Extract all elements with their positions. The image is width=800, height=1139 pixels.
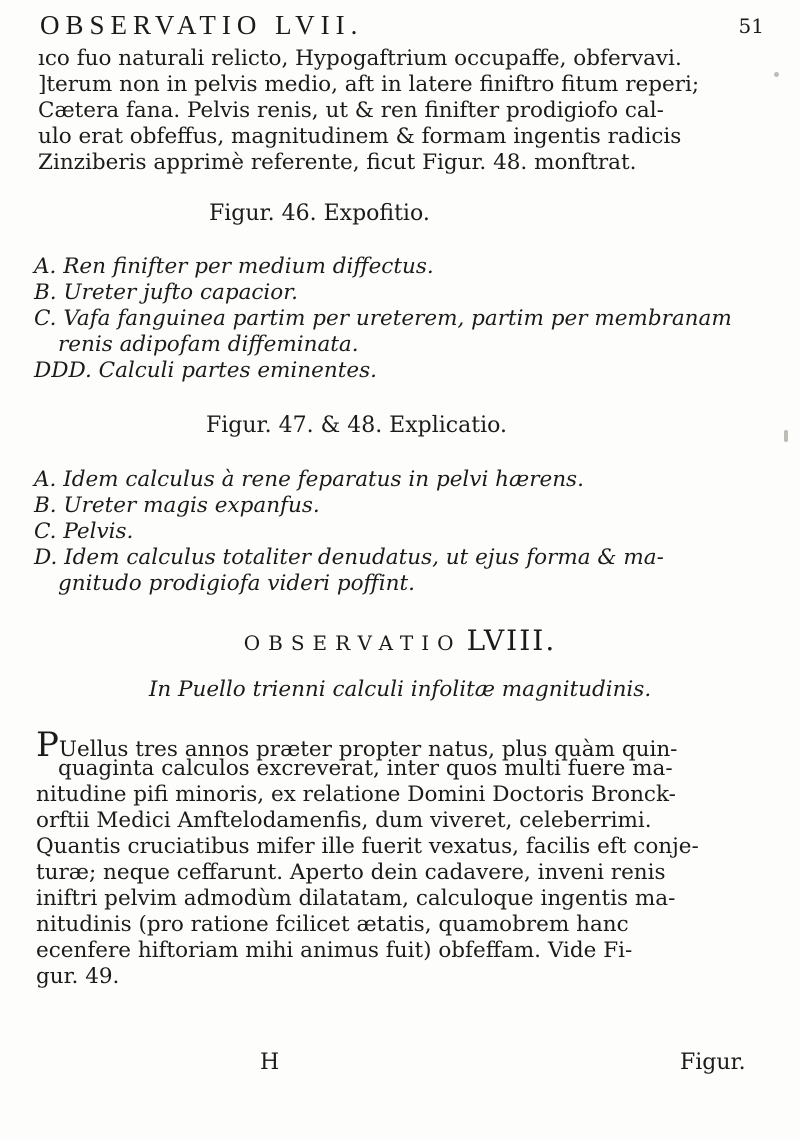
fig46-item: renis adipofam diffeminata. [58, 332, 359, 357]
paragraph-line: ecenfere hiftoriam mihi animus fuit) obfeffam. Vide Fi- [36, 938, 633, 963]
fig4748-item: A. Idem calculus à rene feparatus in pelvi hærens. [34, 467, 584, 492]
fig46-item: C. Vafa fanguinea partim per ureterem, partim per membranam [34, 306, 732, 331]
catchword: Figur. [680, 1050, 746, 1075]
paragraph-line: turæ; neque ceffarunt. Aperto dein cadavere, inveni renis [36, 860, 666, 885]
observatio-heading [0, 624, 800, 657]
fig4748-item: D. Idem calculus totaliter denudatus, ut ejus forma & ma- [34, 545, 664, 570]
ink-speck [784, 430, 788, 442]
intro-line: ıco fuo naturali relicto, Hypogaftrium occupaffe, obfervavi. [38, 46, 682, 71]
paragraph-line: orftii Medici Amftelodamenfis, dum viveret, celeberrimi. [36, 808, 652, 833]
fig46-item: A. Ren finifter per medium diffectus. [34, 254, 434, 279]
intro-line: Cætera fana. Pelvis renis, ut & ren finifter prodigiofo cal- [38, 98, 664, 123]
observatio-number: LVIII. [466, 624, 557, 657]
fig4748-item: gnitudo prodigiofa videri poffint. [58, 571, 415, 596]
running-header [40, 10, 800, 40]
paragraph-line: gur. 49. [36, 964, 120, 989]
signature-mark: H [260, 1050, 280, 1075]
paragraph-line: quaginta calculos excreverat, inter quos multi fuere ma- [58, 756, 673, 781]
paragraph-line: Uellus tres annos præter propter natus, plus quàm quin- [58, 737, 678, 762]
fig4748-item: B. Ureter magis expanfus. [34, 493, 320, 518]
running-title: OBSERVATIO LVII. [40, 10, 364, 40]
intro-line: ]terum non in pelvis medio, aft in latere finiftro fitum reperi; [38, 72, 700, 97]
fig4748-item: C. Pelvis. [34, 519, 134, 544]
fig4748-heading: Figur. 47. & 48. Explicatio. [206, 413, 507, 438]
fig46-item: B. Ureter jufto capacior. [34, 280, 299, 305]
ink-speck [774, 72, 779, 77]
page-footer [0, 1050, 800, 1090]
fig46-heading: Figur. 46. Expofitio. [209, 201, 430, 226]
page-number: 51 [738, 14, 764, 38]
observatio-label: OBSERVATIO [243, 631, 462, 655]
fig46-item: DDD. Calculi partes eminentes. [34, 358, 377, 383]
paragraph-line: iniftri pelvim admodùm dilatatam, calculoque ingentis ma- [36, 886, 676, 911]
intro-line: Zinziberis apprimè referente, ficut Figur. 48. monftrat. [38, 150, 637, 175]
intro-line: ulo erat obfeffus, magnitudinem & formam ingentis radicis [38, 124, 682, 149]
observatio-subtitle: In Puello trienni calculi infolitæ magnitudinis. [148, 677, 652, 702]
paragraph-line: nitudine pifi minoris, ex relatione Domini Doctoris Bronck- [36, 782, 676, 807]
paragraph-line: Quantis cruciatibus mifer ille fuerit vexatus, facilis eft conje- [36, 834, 699, 859]
drop-capital: P [36, 725, 59, 765]
paragraph-line: nitudinis (pro ratione fcilicet ætatis, quamobrem hanc [36, 912, 629, 937]
